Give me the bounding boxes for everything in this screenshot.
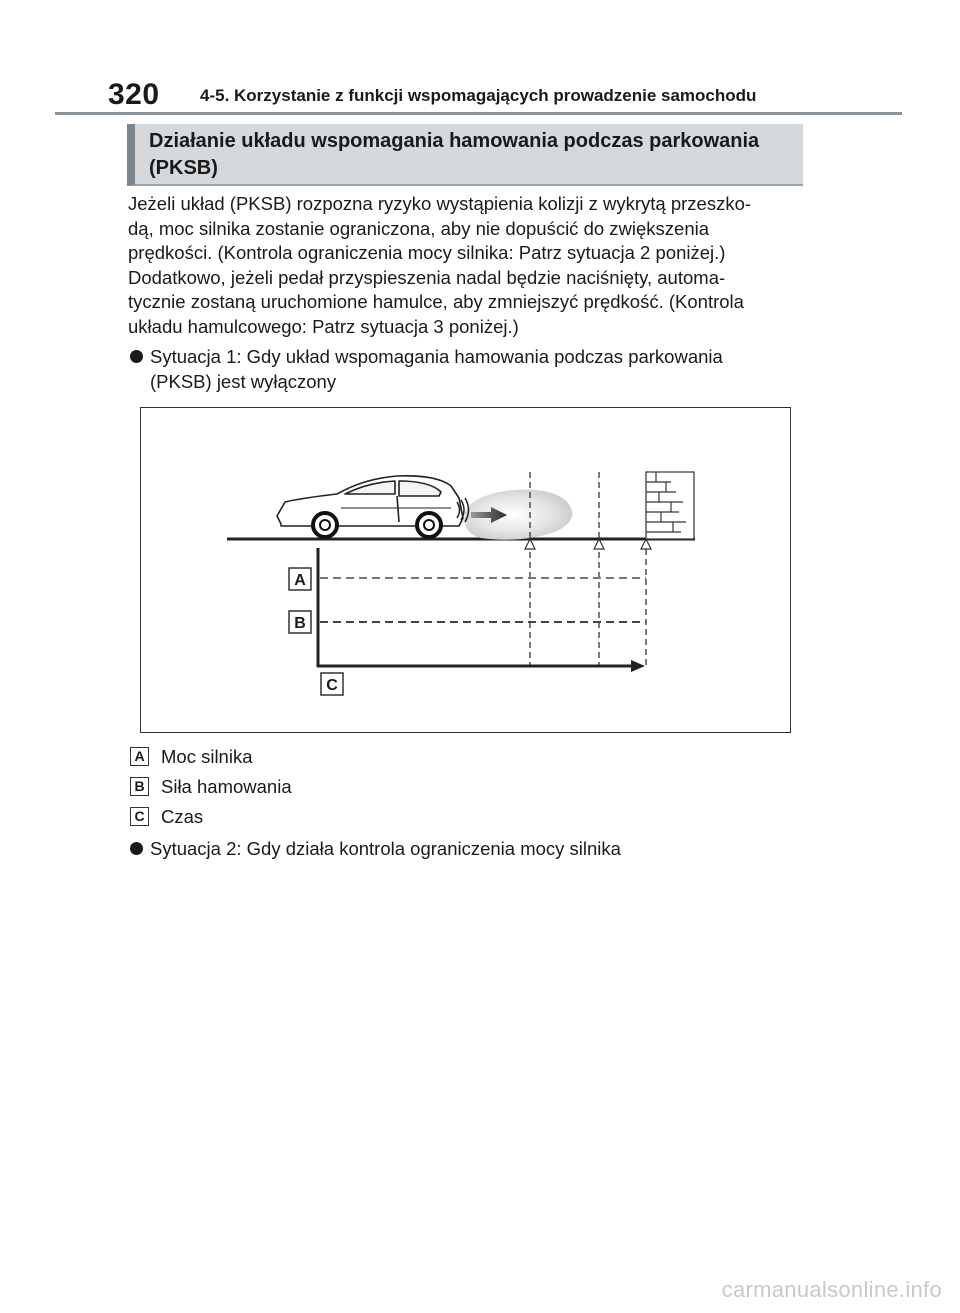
section-heading: [127, 124, 803, 186]
x-axis-arrow-icon: [631, 660, 645, 672]
section-heading-text: [149, 128, 799, 182]
label-a-text: A: [294, 572, 306, 589]
label-b-text: B: [294, 615, 306, 632]
situation-1-line2: (PKSB) jest wyłączony: [150, 370, 337, 392]
brick-wall-obstacle: [646, 472, 694, 539]
bullet-dot-icon: [130, 842, 143, 855]
section-heading-line2: (PKSB): [149, 157, 218, 179]
legend-text-a: Moc silnika: [161, 746, 253, 767]
page-number: 320: [108, 78, 160, 111]
body-line: Dodatkowo, jeżeli pedał przyspieszenia nadal będzie naciśnięty, automa-: [128, 266, 726, 288]
section-heading-line1: Działanie układu wspomagania hamowania podczas parkowania: [149, 130, 760, 152]
pksb-diagram-svg: [141, 408, 792, 734]
legend-text-b: Siła hamowania: [161, 776, 292, 797]
watermark: carmanualsonline.info: [721, 1277, 942, 1302]
body-paragraph: [128, 192, 808, 339]
body-line: układu hamulcowego: Patrz sytuacja 3 poniżej.): [128, 315, 519, 337]
pksb-diagram: [140, 407, 791, 733]
situation-2-text: Sytuacja 2: Gdy działa kontrola ograniczenia mocy silnika: [150, 838, 621, 859]
header-rule: [55, 112, 902, 115]
legend-key-b: B: [130, 777, 149, 796]
legend-text-c: Czas: [161, 806, 204, 827]
body-line: Jeżeli układ (PKSB) rozpozna ryzyko wystąpienia kolizji z wykrytą przeszko-: [128, 193, 752, 214]
chapter-title: 4-5. Korzystanie z funkcji wspomagających prowadzenie samochodu: [200, 86, 757, 105]
body-line: tycznie zostaną uruchomione hamulce, aby zmniejszyć prędkość. (Kontrola: [128, 291, 744, 312]
bullet-situation-1-text: [150, 345, 810, 394]
body-line: dą, moc silnika zostanie ograniczona, aby nie dopuścić do zwiększenia: [128, 217, 710, 239]
legend-key-a: A: [130, 747, 149, 766]
bullet-dot-icon: [130, 350, 143, 363]
body-line: prędkości. (Kontrola ograniczenia mocy silnika: Patrz sytuacja 2 poniżej.): [128, 242, 726, 263]
situation-1-line1: Sytuacja 1: Gdy układ wspomagania hamowania podczas parkowania: [150, 346, 723, 367]
label-c-text: C: [326, 677, 338, 694]
legend-key-c: C: [130, 807, 149, 826]
